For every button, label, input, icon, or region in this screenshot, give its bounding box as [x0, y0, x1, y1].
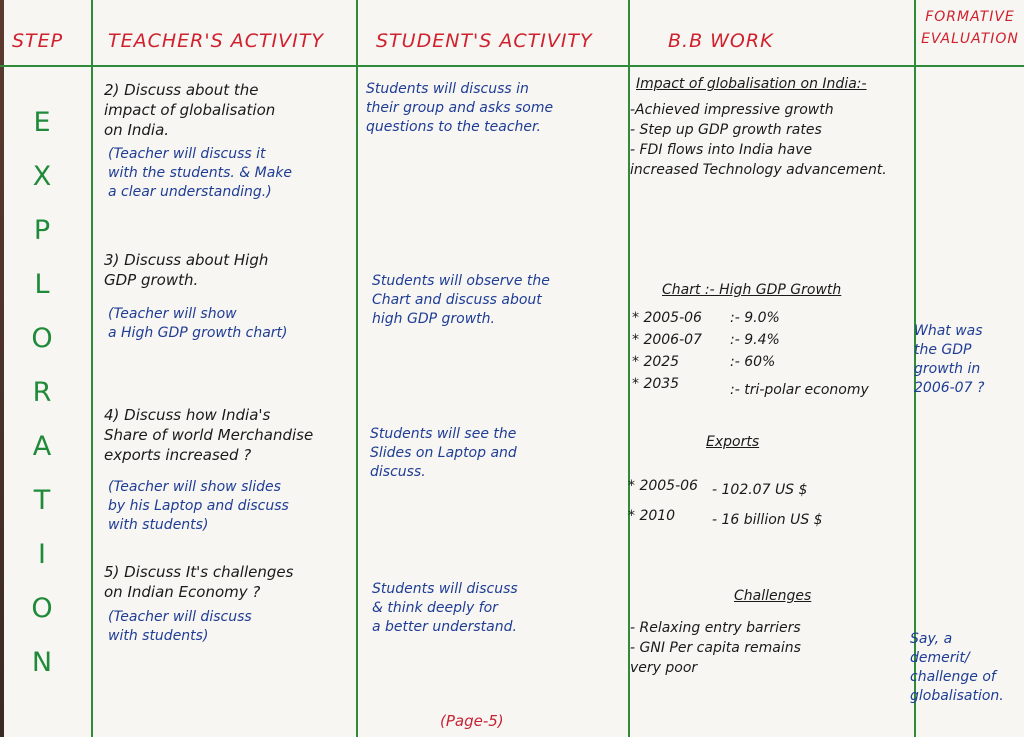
export-row-label: * 2005-06: [628, 478, 698, 494]
bb-exports-title: Exports: [706, 434, 760, 450]
chart-row-value: :- 9.4%: [730, 332, 780, 348]
formative-question-1: What was the GDP growth in 2006-07 ?: [914, 323, 985, 396]
step-letter: P: [33, 215, 51, 246]
step-letter: X: [32, 161, 52, 192]
header-student-activity: STUDENT'S ACTIVITY: [376, 30, 593, 52]
chart-row-value: :- 60%: [730, 354, 776, 370]
student-activity-4: Students will see the Slides on Laptop and discuss.: [370, 426, 517, 480]
teacher-note-5: (Teacher will discuss with students): [108, 609, 252, 644]
export-row-value: - 16 billion US $: [712, 512, 823, 528]
teacher-note-2: (Teacher will discuss it with the students. & Make a clear understanding.): [108, 146, 293, 200]
step-letter: I: [38, 539, 46, 570]
header-bb-work: B.B WORK: [668, 30, 774, 52]
step-letter: L: [34, 269, 50, 300]
header-teacher-activity: TEACHER'S ACTIVITY: [108, 30, 324, 52]
formative-question-2: Say, a demerit/ challenge of globalisation.: [910, 631, 1004, 704]
column-divider-2: [356, 0, 358, 737]
bb-impact-title: Impact of globalisation on India:-: [636, 76, 867, 92]
header-step: STEP: [12, 30, 64, 52]
teacher-activity-3: 3) Discuss about High GDP growth.: [104, 251, 269, 289]
teacher-note-4: (Teacher will show slides by his Laptop and discuss with students): [108, 479, 289, 533]
sheet-edge: [0, 0, 4, 737]
header-divider: [0, 65, 1024, 67]
step-letter: N: [31, 647, 53, 678]
chart-row-label: * 2025: [632, 354, 680, 370]
student-activity-5: Students will discuss & think deeply for a better understand.: [372, 581, 518, 635]
step-letter: T: [33, 485, 51, 516]
teacher-activity-5: 5) Discuss It's challenges on Indian Economy ?: [104, 563, 294, 601]
bb-impact-points: -Achieved impressive growth - Step up GDP growth rates - FDI flows into India have increased Technology advancement.: [630, 102, 887, 178]
chart-row-label: * 2006-07: [632, 332, 702, 348]
header-formative-evaluation: FORMATIVE EVALUATION: [921, 9, 1019, 47]
export-row-value: - 102.07 US $: [712, 482, 808, 498]
bb-challenge-points: - Relaxing entry barriers - GNI Per capita remains very poor: [630, 620, 801, 676]
column-divider-1: [91, 0, 93, 737]
student-activity-3: Students will observe the Chart and discuss about high GDP growth.: [372, 273, 550, 327]
chart-row-value: :- tri-polar economy: [730, 382, 869, 398]
chart-row-label: * 2005-06: [632, 310, 702, 326]
bb-challenges-title: Challenges: [734, 588, 812, 604]
page-number: (Page-5): [440, 712, 504, 730]
step-exploration: [22, 96, 62, 690]
export-row-label: * 2010: [628, 508, 676, 524]
step-letter: R: [32, 377, 52, 408]
bb-chart-title: Chart :- High GDP Growth: [662, 282, 842, 298]
step-letter: A: [32, 431, 52, 462]
step-letter: O: [31, 323, 53, 354]
teacher-note-3: (Teacher will show a High GDP growth chart): [108, 306, 288, 341]
student-activity-2: Students will discuss in their group and asks some questions to the teacher.: [366, 81, 554, 135]
teacher-activity-2: 2) Discuss about the impact of globalisation on India.: [104, 81, 276, 139]
chart-row-value: :- 9.0%: [730, 310, 780, 326]
step-letter: O: [31, 593, 53, 624]
teacher-activity-4: 4) Discuss how India's Share of world Merchandise exports increased ?: [104, 406, 314, 464]
chart-row-label: * 2035: [632, 376, 680, 392]
step-letter: E: [33, 107, 51, 138]
